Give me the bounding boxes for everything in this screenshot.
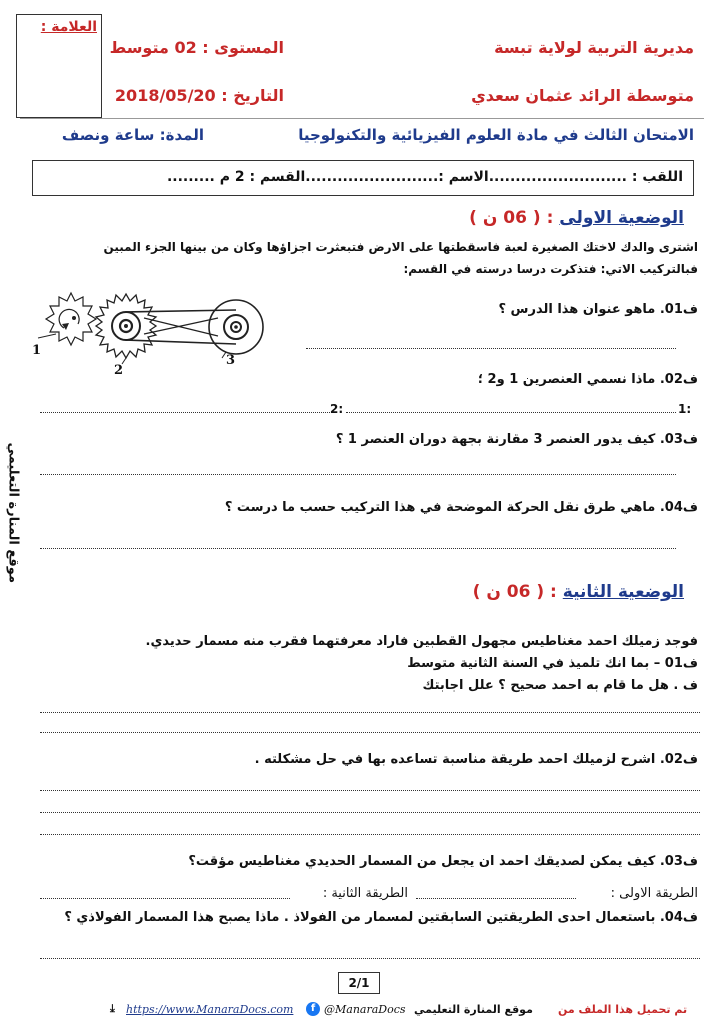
footer-url[interactable]: https://www.ManaraDocs.com (126, 1003, 294, 1016)
directorate-label: مديرية التربية لولاية تبسة (494, 38, 694, 57)
s2-question-2: ف02. اشرح لزميلك احمد طريقة مناسبة تساعده بها في حل مشكلته . (254, 752, 698, 767)
side-site-name: موقع المنارة التعليمي (5, 442, 21, 584)
s1-answer-line-2b[interactable] (346, 412, 676, 413)
section1-title (469, 208, 684, 228)
fig-label-1: 1 (32, 343, 42, 358)
date-label: التاريخ : 2018/05/20 (114, 86, 284, 105)
gears-figure (26, 288, 296, 388)
s2-method-2: الطريقة الثانية : (322, 886, 408, 901)
section2-intro: فوجد زميلك احمد مغناطيس مجهول القطبين فاراد معرفتهما فقرب منه مسمار حديدي. (145, 634, 698, 649)
section1-intro-1: اشترى والدك لاختك الصغيرة لعبة فاسقطتها على الارض فتبعثرت اجزاؤها وكان من بينها الجزء المبين (103, 240, 698, 254)
s1-answer-line-2a[interactable] (40, 412, 330, 413)
s2-question-3: ف03. كيف يمكن لصديقك احمد ان يجعل من المسمار الحديدي مغناطيس مؤقت؟ (188, 854, 698, 869)
download-icon: ⤓ (110, 1002, 115, 1015)
student-info-line: اللقب : ..........................الاسم :.........................القسم : 2 م ......... (166, 169, 683, 185)
grade-label: العلامة : (40, 19, 97, 35)
s1-answer-line-4[interactable] (40, 548, 676, 549)
s2-answer-line-4[interactable] (40, 958, 700, 959)
level-label: المستوى : 02 متوسط (109, 38, 284, 57)
footer-site-name: موقع المنارة التعليمي (414, 1003, 533, 1016)
section2-title (473, 582, 684, 602)
s2-answer-line-1b[interactable] (40, 732, 700, 733)
page-number-box (338, 972, 380, 994)
fig-label-2: 2 (114, 363, 124, 378)
s2-answer-line-1a[interactable] (40, 712, 700, 713)
s1-answer-2-label-1: 1: (678, 402, 692, 416)
s2-method-1: الطريقة الاولى : (610, 886, 698, 901)
s2-answer-line-2c[interactable] (40, 834, 700, 835)
s1-answer-line-3[interactable] (40, 474, 676, 475)
s1-answer-line-1[interactable] (306, 348, 676, 349)
s1-question-1: ف01. ماهو عنوان هذا الدرس ؟ (498, 302, 698, 317)
page-number: 2/1 (348, 976, 370, 990)
s2-question-1a: ف01 – بما انك تلميذ في السنة الثانية متوسط (407, 656, 698, 671)
grade-box (16, 14, 102, 118)
s2-question-4: ف04. باستعمال احدى الطريقتين السابقتين لمسمار من الفولاذ . ماذا يصبح هذا المسمار الفولاذي ؟ (64, 910, 698, 925)
gear-2-icon (96, 294, 156, 358)
s2-method-1-line[interactable] (416, 898, 576, 899)
footer-download-text: تم تحميل هذا الملف من (558, 1003, 688, 1016)
school-label: متوسطة الرائد عثمان سعدي (471, 86, 694, 105)
gear-1-icon (46, 293, 96, 345)
s1-question-3: ف03. كيف يدور العنصر 3 مقارنة بجهة دوران العنصر 1 ؟ (335, 432, 698, 447)
footer-bar (110, 1000, 688, 1020)
s2-answer-line-2b[interactable] (40, 812, 700, 813)
facebook-icon: f (306, 1002, 320, 1016)
exam-title: الامتحان الثالث في مادة العلوم الفيزيائية والتكنولوجيا (298, 126, 694, 144)
s2-method-2-line[interactable] (40, 898, 290, 899)
footer-handle[interactable]: @ManaraDocs (324, 1003, 406, 1016)
section2-points: : ( 06 ن ) (472, 582, 557, 602)
s2-question-1b: ف . هل ما قام به احمد صحيح ؟ علل اجابتك (422, 678, 698, 693)
section1-title-text: الوضعية الاولى (559, 208, 684, 228)
s1-answer-2-label-2: 2: (330, 402, 344, 416)
pulley-3-icon (209, 300, 263, 354)
exam-duration: المدة: ساعة ونصف (61, 126, 204, 144)
section1-intro-2: فبالتركيب الاتي: فتذكرت درسا درسته في القسم: (403, 262, 698, 276)
student-info-box (32, 160, 694, 196)
s1-question-4: ف04. ماهي طرق نقل الحركة الموضحة في هذا التركيب حسب ما درست ؟ (224, 500, 698, 515)
section1-points: : ( 06 ن ) (469, 208, 554, 228)
section2-title-text: الوضعية الثانية (562, 582, 684, 602)
s1-question-2: ف02. ماذا نسمي العنصرين 1 و2 ؛ (477, 372, 698, 387)
header-divider (20, 118, 704, 119)
s2-answer-line-2a[interactable] (40, 790, 700, 791)
fig-label-3: 3 (226, 353, 236, 368)
